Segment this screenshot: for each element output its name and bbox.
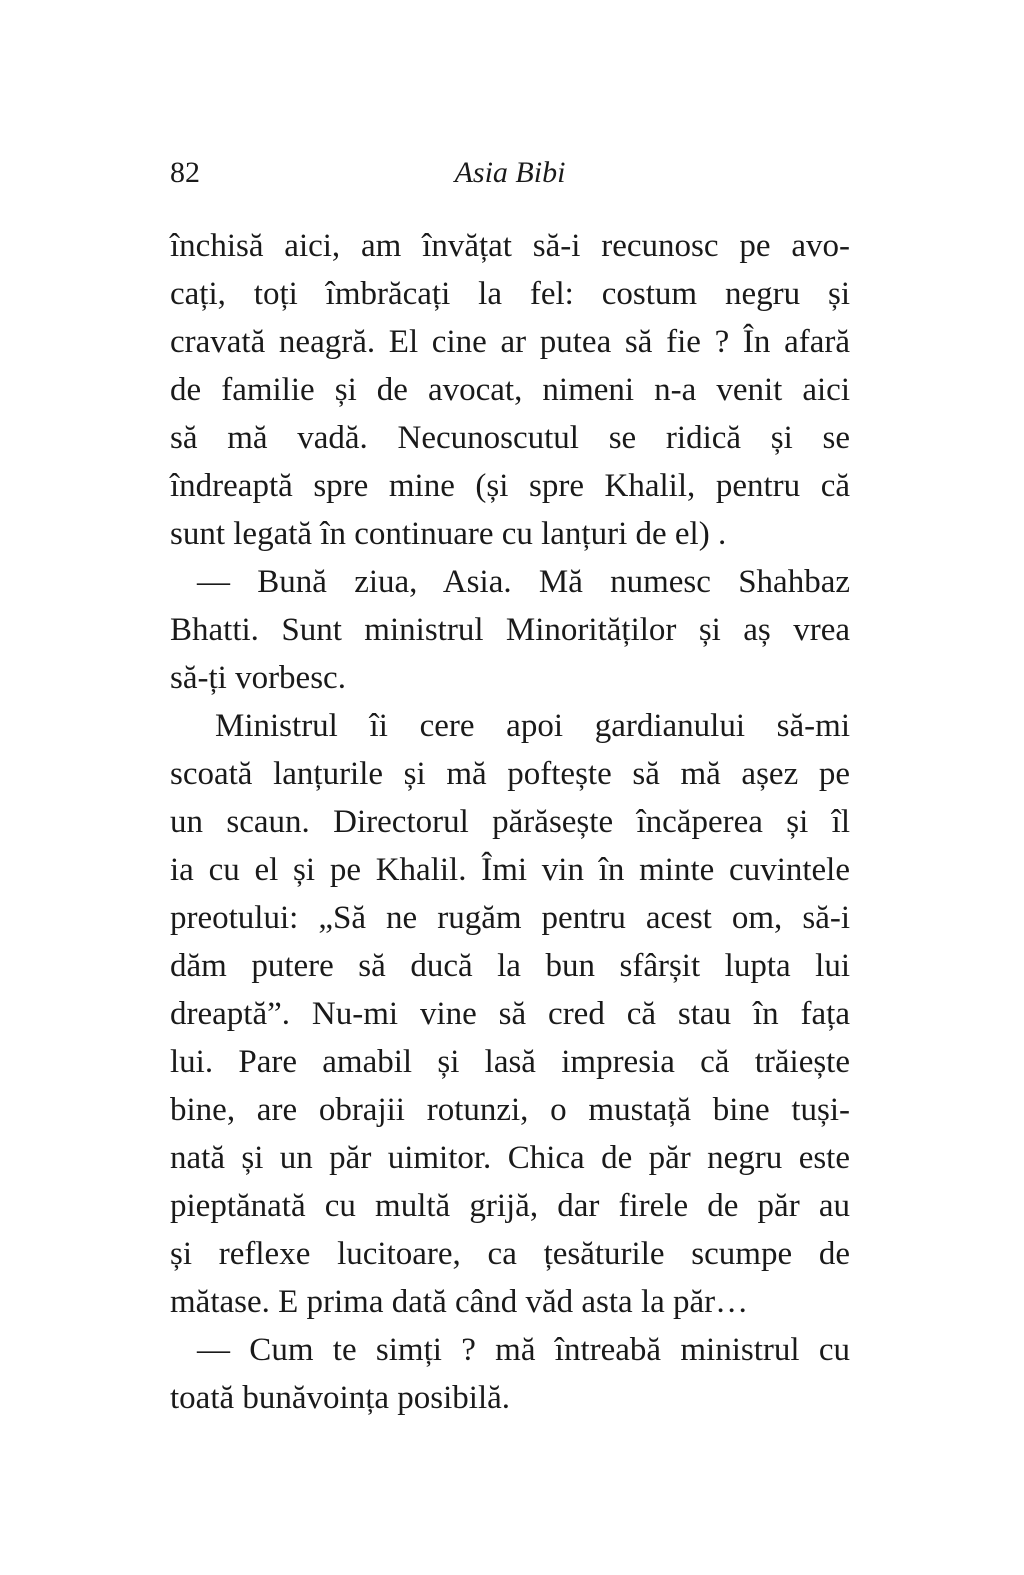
text-line: mătase. E prima dată când văd asta la păr…	[170, 1284, 749, 1320]
text-line: să mă vadă. Necunoscutul se ridică și se	[170, 420, 850, 456]
page-number: 82	[170, 156, 200, 189]
running-header: Asia Bibi	[454, 156, 566, 189]
running-header-row	[170, 156, 850, 190]
page-body	[170, 222, 850, 1422]
paragraph	[170, 702, 850, 1326]
text-line: de familie și de avocat, nimeni n-a venit aici	[170, 372, 850, 408]
paragraph	[170, 222, 850, 558]
text-line: preotului: „Să ne rugăm pentru acest om, să-i	[170, 900, 850, 936]
text-line: ia cu el și pe Khalil. Îmi vin în minte cuvintele	[170, 852, 850, 888]
text-line: îndreaptă spre mine (și spre Khalil, pentru că	[170, 468, 850, 504]
text-line: un scaun. Directorul părăsește încăperea și îl	[170, 804, 850, 840]
text-line: bine, are obrajii rotunzi, o mustață bine tuși-	[170, 1092, 850, 1128]
paragraph	[170, 1326, 850, 1422]
text-line: pieptănată cu multă grijă, dar firele de păr au	[170, 1188, 850, 1224]
text-line: lui. Pare amabil și lasă impresia că trăiește	[170, 1044, 850, 1080]
text-line: toată bunăvoința posibilă.	[170, 1380, 511, 1416]
text-line: dăm putere să ducă la bun sfârșit lupta lui	[170, 948, 850, 984]
text-line: închisă aici, am învățat să-i recunosc pe avo-	[170, 228, 850, 264]
text-line: Bhatti. Sunt ministrul Minorităților și aș vrea	[170, 612, 850, 648]
text-line: — Cum te simți ? mă întreabă ministrul cu	[197, 1332, 850, 1368]
text-line: cați, toți îmbrăcați la fel: costum negru și	[170, 276, 850, 312]
text-line: și reflexe lucitoare, ca țesăturile scumpe de	[170, 1236, 850, 1272]
text-line: scoată lanțurile și mă poftește să mă așez pe	[170, 756, 850, 792]
text-line: nată și un păr uimitor. Chica de păr negru este	[170, 1140, 850, 1176]
text-line: dreaptă”. Nu-mi vine să cred că stau în fața	[170, 996, 850, 1032]
text-line: să-ți vorbesc.	[170, 660, 346, 696]
text-line: Ministrul îi cere apoi gardianului să-mi	[215, 708, 850, 744]
text-line: cravată neagră. El cine ar putea să fie ? În afară	[170, 324, 850, 360]
text-line: sunt legată în continuare cu lanțuri de el) .	[170, 516, 727, 552]
text-line: — Bună ziua, Asia. Mă numesc Shahbaz	[197, 564, 850, 600]
paragraph	[170, 558, 850, 702]
